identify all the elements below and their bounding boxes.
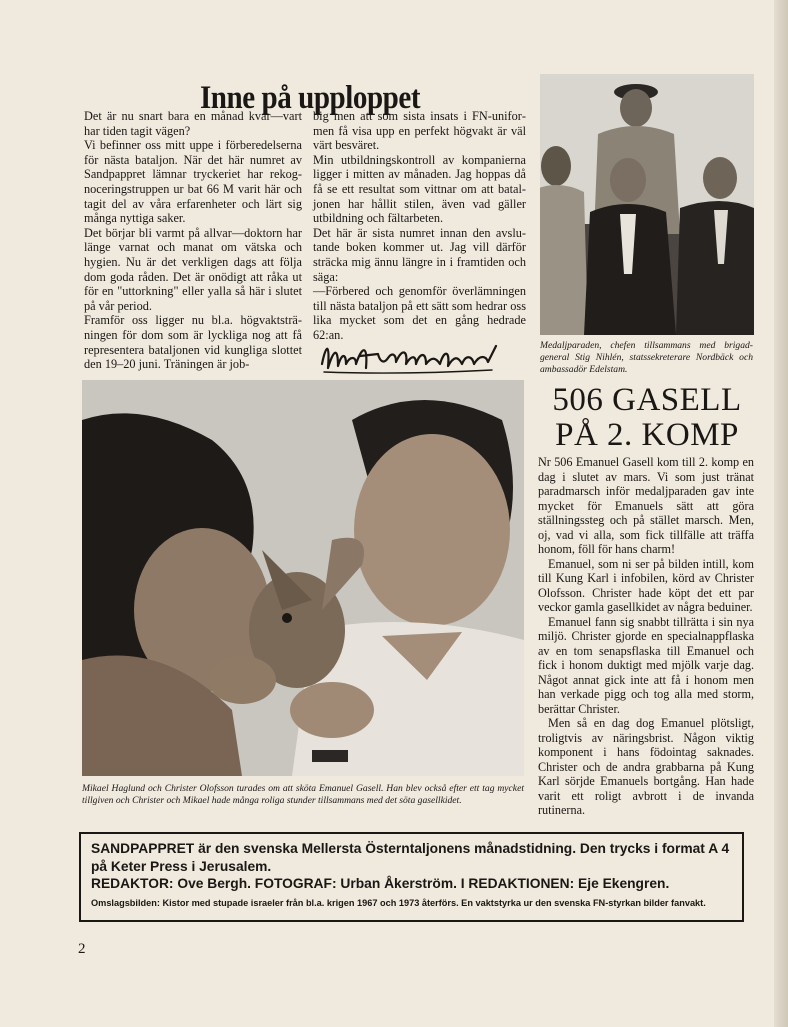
- gasell-paragraph: Nr 506 Emanuel Gasell kom till 2. komp en dag i slutet av mars. Vi som just tränat paradmarsch inför medaljparaden gav inte mycket för Emanuels sätt att göra ställningssteg och på stället marsch. Men, oj, vad vi alla, som fick tillfälle att träffa honom, föll för hans charm!: [538, 455, 754, 556]
- medal-parade-caption: Medaljparaden, chefen tillsammans med brigadgeneral Stig Nihlén, statssekreterare Nordbäck och ambassadör Edelstam.: [540, 340, 753, 375]
- article-paragraph: Det börjar bli varmt på allvar—doktorn har länge varnat och manat om vätska och hygien. Nu är det verkligen dags att följa dom goda råden. Det är onödigt att råka ut för en "uttorkning" eller yalla så här i slutet på vår period.: [84, 225, 302, 313]
- gazelle-photo: [82, 380, 524, 776]
- masthead-credits: REDAKTOR: Ove Bergh. FOTOGRAF: Urban Åkerström. I REDAKTIONEN: Eje Ekengren.: [91, 876, 670, 891]
- cover-caption: Omslagsbilden: Kistor med stupade israeler från bl.a. krigen 1967 och 1973 återförs. En vaktstyrka ur den svenska FN-styrkan bilder fanvakt.: [91, 897, 706, 908]
- gasell-paragraph: Emanuel, som ni ser på bilden intill, kom till Kung Karl i infobilen, körd av Christer Olofsson. Christer hade köpt det ett par veckor gamla gasellkidet av några beduiner.: [538, 556, 754, 614]
- article-paragraph: Min utbildningskontroll av kompanierna ligger i mitten av månaden. Jag hoppas då få se ett resultat som vittnar om att bataljonen har hållit stilen, även vad gäller utbildning och fältarbeten.: [313, 152, 526, 226]
- article-column-2: [313, 109, 526, 343]
- article-paragraph: —Förbered och genomför överlämningen till nästa bataljon på ett sätt som hedrar oss lika mycket som det en gång hedrade 62:an.: [313, 284, 526, 342]
- masthead-description: SANDPAPPRET är den svenska Mellersta Österntaljonens månadstidning. Den trycks i format A 4 på Keter Press i Jerusalem.: [91, 841, 730, 874]
- article-headline: Inne på upploppet: [199, 80, 421, 117]
- gasell-paragraph: Men så en dag dog Emanuel plötsligt, troligtvis av näringsbrist. Någon viktig komponent i hans födointag saknades. Christer och de andra grabbarna på Kung Karl sörjde Emanuels bortgång. Han hade varit ett roligt avbrott i de invanda rutinerna.: [538, 716, 754, 817]
- page-number: 2: [78, 941, 86, 957]
- article-paragraph: big men att som sista insats i FN-uniformen få visa upp en perfekt högvakt är väl värt besväret.: [313, 109, 526, 153]
- article-paragraph: Det här är sista numret innan den avslutande boken kommer ut. Jag vill därför sträcka mig ännu längre in i framtiden och säga:: [313, 225, 526, 284]
- article-column-1: [84, 109, 302, 372]
- article-paragraph: Vi befinner oss mitt uppe i förberedelserna för nästa bataljon. När det här numret av Sandpappret lämnar tryckeriet har rekognoceringstruppen ur bat 66 M varit här och tagit del av våra erfarenheter och lärt sig många nyttiga saker.: [84, 138, 302, 226]
- article-paragraph: Det är nu snart bara en månad kvar—vart har tiden tagit vägen?: [84, 109, 302, 138]
- page-edge: [774, 0, 788, 1027]
- masthead-info-box: [79, 832, 744, 922]
- gasell-headline-line: 506 GASELL: [552, 382, 742, 418]
- gasell-article: [538, 455, 754, 818]
- medal-parade-photo: [540, 74, 754, 335]
- gasell-headline-line: PÅ 2. KOMP: [555, 417, 739, 453]
- gasell-paragraph: Emanuel fann sig snabbt tillrätta i sin nya miljö. Christer gjorde en specialnappflaska av en tom senapsflaska till Emanuel och fick i honom duktigt med mjölk varje dag. Något annat gick inte att få i honom men han verkade pigg och tog alla med storm, berättar Christer.: [538, 614, 754, 716]
- handwritten-signature: [316, 334, 502, 378]
- article-paragraph: Framför oss ligger nu bl.a. högvaktsträningen för dom som är lyckliga nog att få representera bataljonen vid kungliga slottet den 19–20 juni. Träningen är job-: [84, 313, 302, 372]
- gazelle-photo-caption: Mikael Haglund och Christer Olofsson turades om att sköta Emanuel Gasell. Han blev också efter ett tag mycket tillgiven och Christer och Mikael hade många roliga stunder tillsammans med det söta gasellkidet.: [82, 783, 524, 806]
- gasell-headline: [540, 383, 754, 453]
